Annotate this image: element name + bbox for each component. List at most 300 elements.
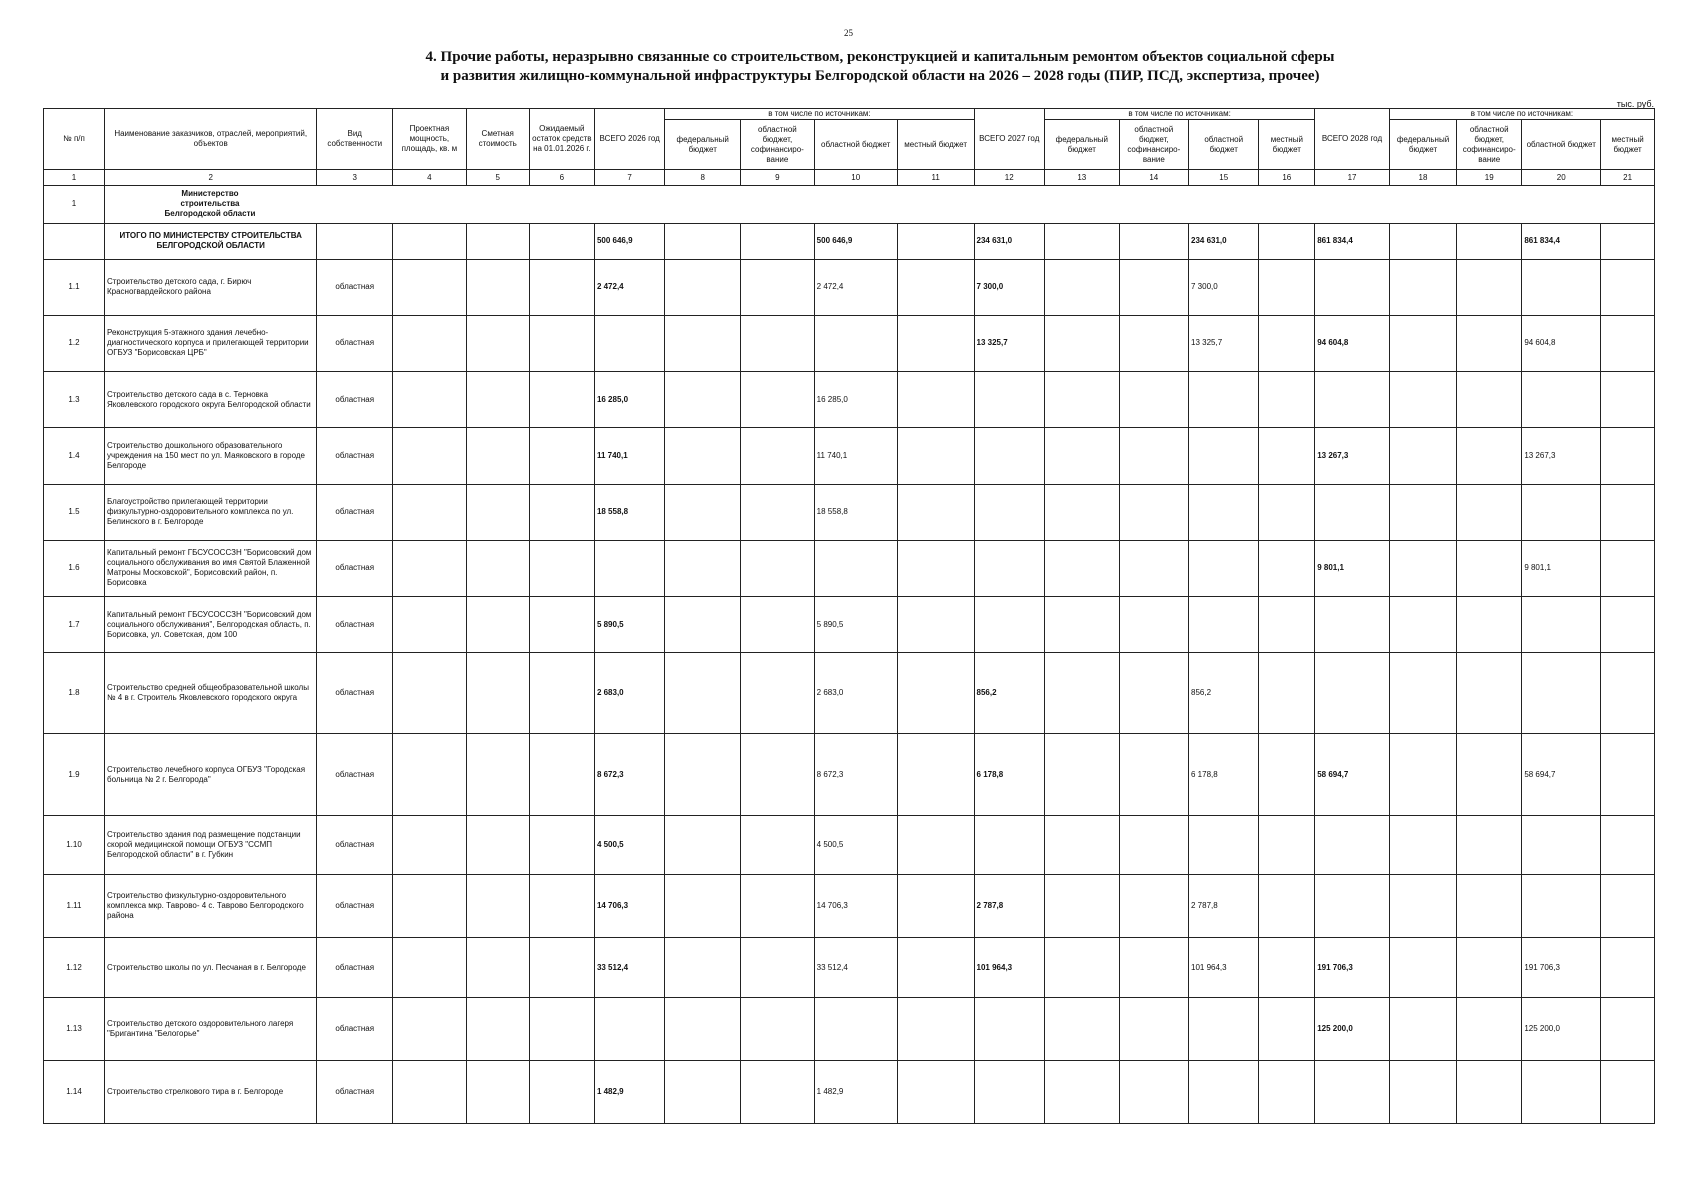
row-estimate (466, 428, 529, 484)
row-federal-2026 (665, 540, 741, 596)
row-total-2026: 16 285,0 (594, 372, 664, 428)
row-ownership: областная (317, 734, 393, 815)
row-cofin-2028 (1457, 484, 1522, 540)
row-regional-2028: 9 801,1 (1522, 540, 1601, 596)
row-federal-2028 (1389, 484, 1456, 540)
row-regional-2028: 94 604,8 (1522, 315, 1601, 371)
table-row (44, 653, 1655, 734)
row-federal-2027 (1044, 484, 1119, 540)
row-regional-2027: 856,2 (1189, 653, 1259, 734)
row-cofin-2028 (1457, 372, 1522, 428)
row-regional-2026: 18 558,8 (814, 484, 897, 540)
row-federal-2026 (665, 653, 741, 734)
row-number: 1.4 (44, 428, 105, 484)
row-number: 1.9 (44, 734, 105, 815)
section-row (44, 186, 1655, 224)
table-row (44, 998, 1655, 1061)
row-estimate (466, 597, 529, 653)
row-federal-2028 (1389, 734, 1456, 815)
row-total-2027: 7 300,0 (974, 259, 1044, 315)
row-cofin-2028 (1457, 815, 1522, 875)
row-cofin-2027 (1119, 428, 1188, 484)
row-remainder (529, 734, 594, 815)
row-regional-2027: 6 178,8 (1189, 734, 1259, 815)
column-number: 20 (1522, 170, 1601, 186)
row-cofin-2027 (1119, 653, 1188, 734)
row-cofin-2027 (1119, 259, 1188, 315)
row-cofin-2026 (741, 653, 815, 734)
row-regional-2028 (1522, 653, 1601, 734)
row-estimate (466, 259, 529, 315)
row-total-2026: 18 558,8 (594, 484, 664, 540)
row-local-2028 (1601, 653, 1655, 734)
row-local-2028 (1601, 315, 1655, 371)
row-estimate (466, 372, 529, 428)
row-federal-2028 (1389, 540, 1456, 596)
row-name: Строительство здания под размещение подстанции скорой медицинской помощи ОГБУЗ "ССМП Белгородской области" в г. Губкин (104, 815, 316, 875)
column-number-row (44, 170, 1655, 186)
column-number: 21 (1601, 170, 1655, 186)
row-federal-2026 (665, 815, 741, 875)
row-capacity (393, 1061, 467, 1124)
row-regional-2026 (814, 998, 897, 1061)
row-cofin-2028 (1457, 428, 1522, 484)
row-regional-2026 (814, 540, 897, 596)
row-regional-2027 (1189, 998, 1259, 1061)
row-capacity (393, 597, 467, 653)
column-number: 9 (741, 170, 815, 186)
row-federal-2027 (1044, 653, 1119, 734)
row-total-2027: 2 787,8 (974, 875, 1044, 938)
row-ownership: областная (317, 540, 393, 596)
row-total-2027 (974, 540, 1044, 596)
row-regional-2026: 5 890,5 (814, 597, 897, 653)
row-local-2027 (1259, 315, 1315, 371)
table-row (44, 597, 1655, 653)
row-remainder (529, 428, 594, 484)
row-federal-2027 (1044, 372, 1119, 428)
header-local-2027: местный бюджет (1259, 120, 1315, 170)
row-ownership: областная (317, 259, 393, 315)
row-estimate (466, 484, 529, 540)
row-total-2027 (974, 815, 1044, 875)
table-row (44, 259, 1655, 315)
row-cofin-2026 (741, 372, 815, 428)
header-total-2026: ВСЕГО 2026 год (594, 109, 664, 170)
row-federal-2028 (1389, 937, 1456, 998)
table-row (44, 1061, 1655, 1124)
row-regional-2028 (1522, 815, 1601, 875)
row-local-2028 (1601, 428, 1655, 484)
row-cofin-2028 (1457, 875, 1522, 938)
header-including-2027: в том числе по источникам: (1044, 109, 1314, 120)
row-regional-2028: 58 694,7 (1522, 734, 1601, 815)
page-number: 25 (844, 28, 853, 38)
total-regional-2026: 500 646,9 (814, 223, 897, 259)
row-regional-2028 (1522, 372, 1601, 428)
row-federal-2026 (665, 734, 741, 815)
row-local-2026 (897, 937, 974, 998)
row-number: 1.12 (44, 937, 105, 998)
row-local-2028 (1601, 734, 1655, 815)
row-total-2027 (974, 597, 1044, 653)
row-regional-2028: 125 200,0 (1522, 998, 1601, 1061)
table-row (44, 937, 1655, 998)
row-local-2026 (897, 597, 974, 653)
row-federal-2027 (1044, 815, 1119, 875)
header-ownership: Вид собственности (317, 109, 393, 170)
header-cofin-2027: областной бюджет, софинансиро-вание (1119, 120, 1188, 170)
table-row (44, 372, 1655, 428)
row-federal-2027 (1044, 597, 1119, 653)
row-regional-2028: 13 267,3 (1522, 428, 1601, 484)
row-total-2027 (974, 428, 1044, 484)
column-number: 17 (1315, 170, 1390, 186)
row-cofin-2028 (1457, 540, 1522, 596)
row-local-2028 (1601, 937, 1655, 998)
row-total-2026: 2 472,4 (594, 259, 664, 315)
row-capacity (393, 653, 467, 734)
row-federal-2027 (1044, 259, 1119, 315)
row-federal-2026 (665, 315, 741, 371)
row-federal-2028 (1389, 998, 1456, 1061)
row-ownership: областная (317, 653, 393, 734)
row-federal-2027 (1044, 540, 1119, 596)
header-total-2028: ВСЕГО 2028 год (1315, 109, 1390, 170)
row-remainder (529, 540, 594, 596)
column-number: 8 (665, 170, 741, 186)
header-total-2027: ВСЕГО 2027 год (974, 109, 1044, 170)
row-federal-2027 (1044, 875, 1119, 938)
header-n: № п/п (44, 109, 105, 170)
row-federal-2028 (1389, 1061, 1456, 1124)
header-regional-2027: областной бюджет (1189, 120, 1259, 170)
column-number: 15 (1189, 170, 1259, 186)
row-total-2028 (1315, 484, 1390, 540)
total-row (44, 223, 1655, 259)
row-regional-2028 (1522, 259, 1601, 315)
row-name: Капитальный ремонт ГБСУСОССЗН "Борисовский дом социального обслуживания", Белгородская область, п. Борисовка, ул. Советская, дом 100 (104, 597, 316, 653)
header-estimate: Сметная стоимость (466, 109, 529, 170)
total-row-name: ИТОГО ПО МИНИСТЕРСТВУ СТРОИТЕЛЬСТВА БЕЛГОРОДСКОЙ ОБЛАСТИ (104, 223, 316, 259)
row-federal-2027 (1044, 315, 1119, 371)
row-local-2027 (1259, 998, 1315, 1061)
header-capacity: Проектная мощность, площадь, кв. м (393, 109, 467, 170)
row-federal-2028 (1389, 428, 1456, 484)
header-name: Наименование заказчиков, отраслей, мероприятий, объектов (104, 109, 316, 170)
row-federal-2026 (665, 998, 741, 1061)
row-ownership: областная (317, 372, 393, 428)
row-cofin-2027 (1119, 484, 1188, 540)
row-remainder (529, 372, 594, 428)
row-total-2026 (594, 998, 664, 1061)
row-local-2027 (1259, 734, 1315, 815)
row-cofin-2026 (741, 259, 815, 315)
column-number: 4 (393, 170, 467, 186)
row-estimate (466, 315, 529, 371)
row-local-2026 (897, 484, 974, 540)
row-total-2026 (594, 540, 664, 596)
row-ownership: областная (317, 875, 393, 938)
row-regional-2026: 1 482,9 (814, 1061, 897, 1124)
row-estimate (466, 540, 529, 596)
row-number: 1.6 (44, 540, 105, 596)
row-total-2026: 2 683,0 (594, 653, 664, 734)
table-row (44, 428, 1655, 484)
row-local-2027 (1259, 597, 1315, 653)
row-cofin-2028 (1457, 734, 1522, 815)
row-cofin-2027 (1119, 597, 1188, 653)
total-regional-2027: 234 631,0 (1189, 223, 1259, 259)
row-name: Строительство школы по ул. Песчаная в г. Белгороде (104, 937, 316, 998)
row-regional-2027 (1189, 372, 1259, 428)
table-row (44, 815, 1655, 875)
row-cofin-2026 (741, 998, 815, 1061)
row-estimate (466, 653, 529, 734)
row-remainder (529, 875, 594, 938)
row-regional-2026: 4 500,5 (814, 815, 897, 875)
row-local-2028 (1601, 259, 1655, 315)
row-ownership: областная (317, 998, 393, 1061)
row-estimate (466, 998, 529, 1061)
row-capacity (393, 315, 467, 371)
row-capacity (393, 937, 467, 998)
row-name: Строительство стрелкового тира в г. Белгороде (104, 1061, 316, 1124)
row-capacity (393, 875, 467, 938)
row-estimate (466, 937, 529, 998)
row-total-2026: 4 500,5 (594, 815, 664, 875)
row-total-2028 (1315, 1061, 1390, 1124)
row-federal-2028 (1389, 653, 1456, 734)
row-regional-2027: 2 787,8 (1189, 875, 1259, 938)
row-regional-2027 (1189, 597, 1259, 653)
header-cofin-2026: областной бюджет, софинансиро-вание (741, 120, 815, 170)
row-regional-2026: 11 740,1 (814, 428, 897, 484)
row-federal-2028 (1389, 597, 1456, 653)
row-name: Строительство детского сада в с. Терновка Яковлевского городского округа Белгородской области (104, 372, 316, 428)
row-ownership: областная (317, 597, 393, 653)
row-regional-2027 (1189, 428, 1259, 484)
row-estimate (466, 815, 529, 875)
row-ownership: областная (317, 315, 393, 371)
row-local-2028 (1601, 597, 1655, 653)
row-regional-2027: 13 325,7 (1189, 315, 1259, 371)
row-federal-2028 (1389, 315, 1456, 371)
row-total-2026: 5 890,5 (594, 597, 664, 653)
row-total-2028: 9 801,1 (1315, 540, 1390, 596)
financing-table (43, 108, 1655, 1124)
column-number: 6 (529, 170, 594, 186)
row-local-2028 (1601, 484, 1655, 540)
row-total-2028: 94 604,8 (1315, 315, 1390, 371)
row-number: 1.14 (44, 1061, 105, 1124)
row-local-2026 (897, 1061, 974, 1124)
column-number: 5 (466, 170, 529, 186)
row-cofin-2026 (741, 1061, 815, 1124)
row-cofin-2028 (1457, 1061, 1522, 1124)
row-federal-2026 (665, 484, 741, 540)
row-remainder (529, 998, 594, 1061)
table-row (44, 484, 1655, 540)
row-number: 1.7 (44, 597, 105, 653)
row-federal-2028 (1389, 372, 1456, 428)
row-local-2028 (1601, 540, 1655, 596)
row-cofin-2027 (1119, 734, 1188, 815)
column-number: 12 (974, 170, 1044, 186)
units-label: тыс. руб. (1616, 99, 1654, 109)
row-federal-2028 (1389, 875, 1456, 938)
row-cofin-2028 (1457, 653, 1522, 734)
row-local-2026 (897, 998, 974, 1061)
row-total-2026 (594, 315, 664, 371)
row-cofin-2027 (1119, 815, 1188, 875)
row-local-2028 (1601, 372, 1655, 428)
row-name: Строительство детского сада, г. Бирюч Красногвардейского района (104, 259, 316, 315)
header-federal-2028: федеральный бюджет (1389, 120, 1456, 170)
row-regional-2026 (814, 315, 897, 371)
row-total-2028 (1315, 259, 1390, 315)
object-rows (44, 259, 1655, 1123)
row-name: Благоустройство прилегающей территории физкультурно-оздоровительного комплекса по ул. Белинского в г. Белгороде (104, 484, 316, 540)
row-federal-2027 (1044, 937, 1119, 998)
row-total-2028 (1315, 597, 1390, 653)
row-capacity (393, 815, 467, 875)
row-local-2026 (897, 372, 974, 428)
row-remainder (529, 937, 594, 998)
row-cofin-2026 (741, 315, 815, 371)
row-number: 1.10 (44, 815, 105, 875)
row-regional-2026: 14 706,3 (814, 875, 897, 938)
row-remainder (529, 484, 594, 540)
row-total-2027: 856,2 (974, 653, 1044, 734)
row-name: Капитальный ремонт ГБСУСОССЗН "Борисовский дом социального обслуживания во имя Святой Блаженной Матроны Московской", Борисовский район, п. Борисовка (104, 540, 316, 596)
section-name: Министерство строительства Белгородской области (104, 186, 1654, 224)
row-cofin-2026 (741, 597, 815, 653)
total-regional-2028: 861 834,4 (1522, 223, 1601, 259)
row-number: 1.11 (44, 875, 105, 938)
row-local-2027 (1259, 937, 1315, 998)
row-regional-2026: 33 512,4 (814, 937, 897, 998)
row-ownership: областная (317, 484, 393, 540)
column-number: 13 (1044, 170, 1119, 186)
row-number: 1.13 (44, 998, 105, 1061)
row-regional-2028 (1522, 484, 1601, 540)
row-local-2028 (1601, 1061, 1655, 1124)
row-cofin-2027 (1119, 1061, 1188, 1124)
header-regional-2028: областной бюджет (1522, 120, 1601, 170)
total-2028: 861 834,4 (1315, 223, 1390, 259)
table-row (44, 315, 1655, 371)
row-local-2027 (1259, 484, 1315, 540)
row-federal-2026 (665, 259, 741, 315)
column-number: 11 (897, 170, 974, 186)
row-total-2028: 13 267,3 (1315, 428, 1390, 484)
row-total-2028: 191 706,3 (1315, 937, 1390, 998)
column-number: 19 (1457, 170, 1522, 186)
row-regional-2028 (1522, 1061, 1601, 1124)
row-capacity (393, 484, 467, 540)
row-local-2027 (1259, 815, 1315, 875)
row-capacity (393, 540, 467, 596)
row-remainder (529, 315, 594, 371)
row-total-2028: 58 694,7 (1315, 734, 1390, 815)
row-cofin-2028 (1457, 998, 1522, 1061)
row-total-2027 (974, 484, 1044, 540)
row-remainder (529, 597, 594, 653)
row-local-2026 (897, 540, 974, 596)
row-regional-2027 (1189, 815, 1259, 875)
row-name: Строительство физкультурно-оздоровительного комплекса мкр. Таврово- 4 с. Таврово Белгородского района (104, 875, 316, 938)
row-name: Строительство детского оздоровительного лагеря "Бригантина "Белогорье" (104, 998, 316, 1061)
row-total-2026: 8 672,3 (594, 734, 664, 815)
row-capacity (393, 372, 467, 428)
title-line-1: 4. Прочие работы, неразрывно связанные со строительством, реконструкцией и капитальным ремонтом объектов социальной сферы (425, 49, 1335, 65)
row-total-2027: 6 178,8 (974, 734, 1044, 815)
row-total-2026: 14 706,3 (594, 875, 664, 938)
column-number: 3 (317, 170, 393, 186)
row-cofin-2027 (1119, 875, 1188, 938)
row-federal-2028 (1389, 259, 1456, 315)
row-cofin-2027 (1119, 540, 1188, 596)
row-local-2028 (1601, 998, 1655, 1061)
row-local-2026 (897, 259, 974, 315)
row-cofin-2026 (741, 734, 815, 815)
total-2026: 500 646,9 (594, 223, 664, 259)
row-federal-2027 (1044, 1061, 1119, 1124)
header-regional-2026: областной бюджет (814, 120, 897, 170)
row-remainder (529, 259, 594, 315)
row-cofin-2028 (1457, 315, 1522, 371)
row-cofin-2026 (741, 428, 815, 484)
row-regional-2028 (1522, 597, 1601, 653)
row-federal-2026 (665, 937, 741, 998)
row-regional-2027: 101 964,3 (1189, 937, 1259, 998)
header-cofin-2028: областной бюджет, софинансиро-вание (1457, 120, 1522, 170)
row-cofin-2026 (741, 815, 815, 875)
row-federal-2027 (1044, 734, 1119, 815)
row-local-2026 (897, 653, 974, 734)
row-local-2027 (1259, 540, 1315, 596)
row-cofin-2027 (1119, 372, 1188, 428)
row-local-2027 (1259, 1061, 1315, 1124)
title-line-2: и развития жилищно-коммунальной инфраструктуры Белгородской области на 2026 – 2028 годы (ПИР, ПСД, экспертиза, прочее) (440, 68, 1320, 84)
column-number: 14 (1119, 170, 1188, 186)
row-total-2026: 11 740,1 (594, 428, 664, 484)
row-federal-2027 (1044, 998, 1119, 1061)
row-total-2028 (1315, 815, 1390, 875)
row-cofin-2027 (1119, 937, 1188, 998)
row-number: 1.5 (44, 484, 105, 540)
row-total-2028 (1315, 372, 1390, 428)
row-regional-2026: 8 672,3 (814, 734, 897, 815)
row-cofin-2026 (741, 875, 815, 938)
row-cofin-2028 (1457, 597, 1522, 653)
header-including-2026: в том числе по источникам: (665, 109, 974, 120)
row-local-2027 (1259, 428, 1315, 484)
row-regional-2028: 191 706,3 (1522, 937, 1601, 998)
row-local-2027 (1259, 259, 1315, 315)
row-ownership: областная (317, 1061, 393, 1124)
row-name: Строительство дошкольного образовательного учреждения на 150 мест по ул. Маяковского в городе Белгороде (104, 428, 316, 484)
row-cofin-2027 (1119, 998, 1188, 1061)
header-remainder: Ожидаемый остаток средств на 01.01.2026 г. (529, 109, 594, 170)
row-local-2028 (1601, 875, 1655, 938)
column-number: 10 (814, 170, 897, 186)
column-number: 16 (1259, 170, 1315, 186)
row-total-2028 (1315, 653, 1390, 734)
row-number: 1.2 (44, 315, 105, 371)
table-row (44, 734, 1655, 815)
